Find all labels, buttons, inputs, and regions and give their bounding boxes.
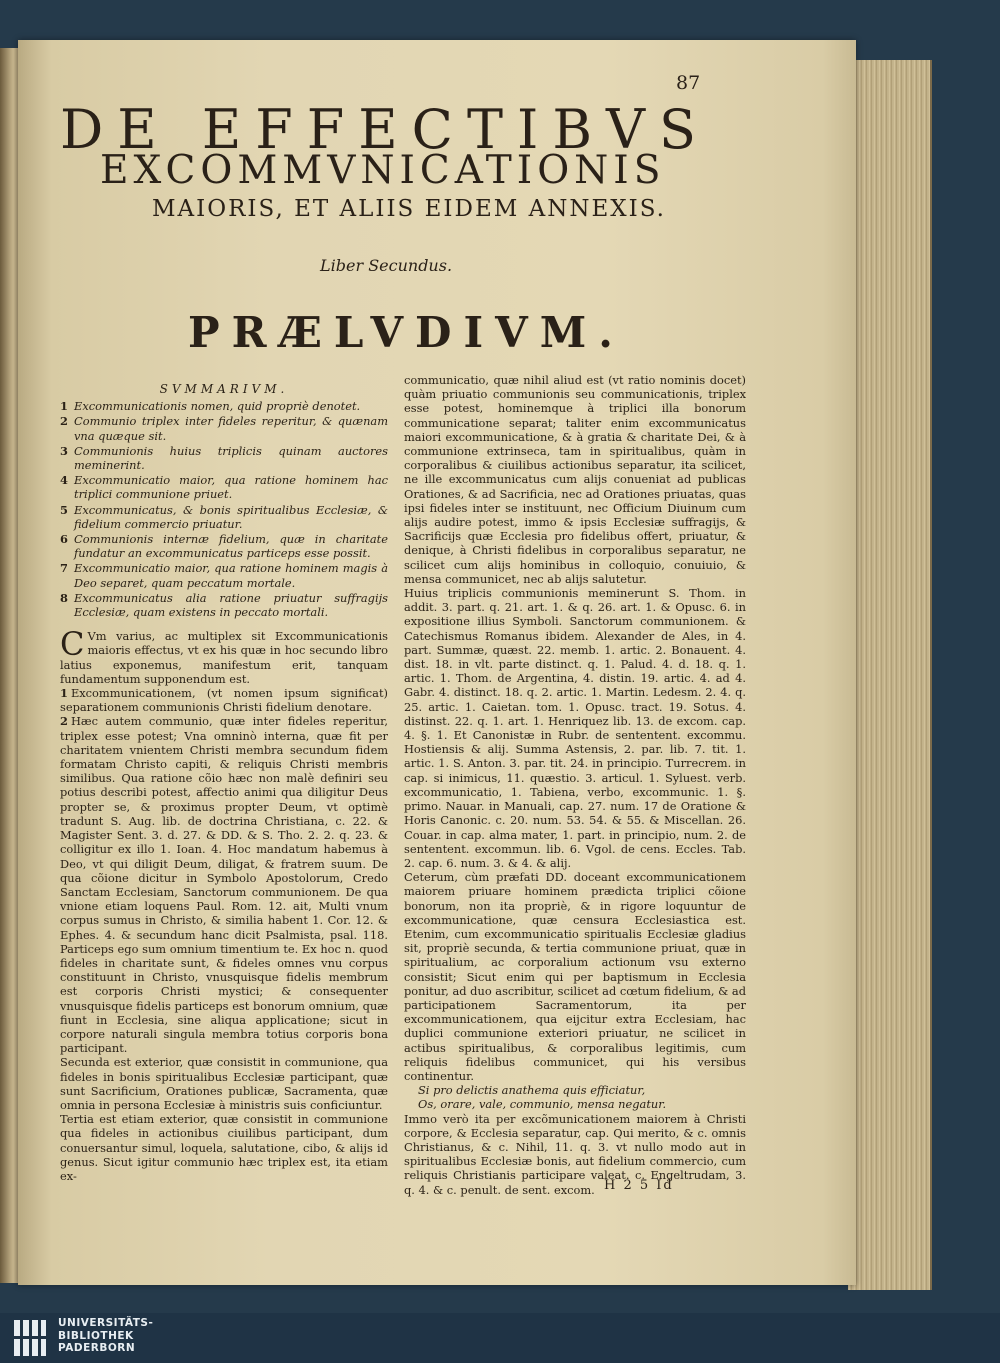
paragraph: Huius triplicis communionis meminerunt S. Thom. in addit. 3. part. q. 21. art. 1. & q. 26. art. 1. & Opusc. 6. in expositione illius Symboli. Sanctorum communionem. & Catechismus Romanus ibidem. Alexander de Ales, in 4. part. Summæ, quæst. 22. memb. 1. artic. 2. Bonauent. 4. dist. 18. in vlt. parte distinct. q. 1. Palud. 4. d. 18. q. 1. artic. 1. Thom. de Argentina, 4. distin. 19. artic. 4. ad 4. Gabr. 4. distinct. 18. q. 2. artic. 1. Martin. Ledesm. 2. 4. q. 25. artic. 1. Caietan. tom. 1. Opusc. tract. 19. Sotus. 4. distinst. 22. q. 1. art. 1. Henriquez lib. 13. de excom. cap. 4. §. 1. Et Canonistæ in Rubr. de sententent. excommu. Hostiensis & alij. Summa Astensis, 2. par. lib. 7. tit. 1. artic. 1. S. Anton. 3. par. tit. 24. in principio. Turrecrem. in cap. si inimicus, 11. quæstio. 3. articul. 1. Syluest. verb. excommunicatio, 1. Tabiena, verbo, excommunic. 1. §. primo. Nauar. in Manuali, cap. 27. num. 17 de Oratione & Horis Canonic. c. 20. num. 53. 54. & 55. & Miscellan. 26. Couar. in cap. alma mater, 1. part. in principio, num. 2. de sententent. excommun. lib. 6. Vgol. de cens. Eccles. Tab. 2. cap. 6. num. 3. & 4. & alij. (404, 586, 746, 870)
summary-heading: SVMMARIVM. (159, 382, 289, 396)
summary-item (60, 414, 388, 442)
summary-item-text: Excommunicatio maior, qua ratione hominem hac triplici communione priuet. (74, 473, 388, 502)
opening-paragraph (60, 625, 388, 686)
summary-item (60, 473, 388, 501)
summary-item (60, 591, 388, 619)
summary-item-text: Excommunicationis nomen, quid propriè denotet. (74, 399, 361, 414)
right-column (404, 373, 746, 1197)
title-line-3: MAIORIS, ET ALIIS EIDEM ANNEXIS. (152, 196, 666, 222)
verse-line: Os, orare, vale, communio, mensa negatur. (418, 1097, 667, 1112)
paragraph-text: Vm varius, ac multiplex sit Excommunicationis maioris effectus, vt ex his quæ in hoc secundo libro latius exponemus, manifestum erit, tanquam fundamentum supponendum est. (60, 629, 388, 686)
library-name-line: PADERBORN (58, 1342, 136, 1354)
summary-item-number: 1 (60, 399, 68, 414)
paragraph: Ceterum, cùm præfati DD. doceant excommunicationem maiorem priuare hominem prædicta triplici cõione bonorum, non ita propriè, & in rigore loquuntur de excommunicatione, quæ censura Ecclesiastica est. Etenim, cum excommunicatio spiritualis Ecclesiæ gladius sit, propriè secunda, & tertia communione priuat, quæ in spiritualium, ac corporalium actionum vsu externo consistit; Sicut enim qui per baptismum in Ecclesia ponitur, ad duo ascribitur, scilicet ad cœtum fidelium, & ad participationem Sacramentorum, ita per excommunicationem, qua eijcitur extra Ecclesiam, hac duplici communione exteriori priuatur, ne scilicet in actibus spiritualibus, & corporalibus legitimis, cum reliquis fidelibus communicet, qui his versibus continentur. (404, 870, 746, 1083)
library-name (58, 1317, 153, 1355)
summary-item-number: 5 (60, 502, 68, 517)
title-line-1: DE EFFECTIBVS (60, 98, 710, 161)
library-name-line: UNIVERSITÄTS- (58, 1317, 154, 1329)
paragraph: communicatio, quæ nihil aliud est (vt ratio nominis docet) quàm priuatio communionis seu communicationis, triplex esse potest, hominemque à triplici illa bonorum communicatione separat; taliter enim excommunicatus maiori excommunicatione, & à gratia & charitate Dei, & à communione extrinseca, tam in spiritualibus, quàm in corporalibus & ciuilibus actionibus separatur, ita scilicet, ne ille excommunicatus cum alijs conueniat ad publicas Orationes, & ad Sacrificia, nec ad Orationes priuatas, quas ipsi fideles inter se instituunt, nec Officium Diuinum cum alijs audire potest, immo & ipsis Ecclesiæ suffragijs, & Sacrificijs quæ Ecclesia pro fidelibus offert, priuatur, & denique, à Christi fidelibus in corporalibus separatur, ne scilicet cum alijs hominibus in colloquio, conuiuio, & mensa communicet, nec ab alijs salutetur. (404, 373, 746, 586)
summary-item-number: 7 (60, 561, 68, 576)
prelude-heading: PRÆLVDIVM. (188, 308, 625, 357)
margin-number: 1 (60, 686, 68, 701)
summary-item-number: 4 (60, 473, 68, 488)
summary-item (60, 444, 388, 472)
drop-cap: C (60, 625, 85, 664)
left-column (60, 382, 388, 1183)
summary-item (60, 561, 388, 589)
verse-line: Si pro delictis anathema quis efficiatur, (418, 1083, 646, 1098)
margin-number: 2 (60, 714, 68, 729)
summary-item (60, 532, 388, 560)
summary-item-text: Excommunicatus alia ratione priuatur suffragijs Ecclesiæ, quam existens in peccato mortali. (74, 590, 388, 620)
title-line-2: EXCOMMVNICATIONIS (100, 148, 666, 193)
paragraph-text: Hæc autem communio, quæ inter fideles reperitur, triplex esse potest; Vna omninò interna, quæ fit per charitatem vnientem Christi membra secundum fidem formatam Christo capiti, & reliquis Christi membris similibus. Qua ratione cõio hæc non malè definiri seu potius describi potest, affectio animi qua diligitur Deus propter se, & proximus propter Deum, vt optimè tradunt S. Aug. lib. de doctrina Christiana, c. 22. & Magister Sent. 3. d. 27. & DD. & S. Tho. 2. 2. q. 23. & colligitur ex illo 1. Ioan. 4. Hoc mandatum habemus à Deo, vt qui diligit Deum, diligat, & fratrem suum. De qua cõione dicitur in Symbolo Apostolorum, Credo Sanctam Ecclesiam, Sanctorum communionem. De qua vnione etiam loquens Paul. Rom. 12. ait, Multi vnum corpus sumus in Christo, & similia habent 1. Cor. 12. & Ephes. 4. & secundum hanc dicit Psalmista, psal. 118. Particeps ego sum omnium timentium te. Ex hoc n. quod fideles in charitate sunt, & fideles omnes vnu corpus constituunt in Christo, vnusquisque fidelis membrum est corporis Christi mystici; & consequenter vnusquisque fidelis particeps est bonorum omnium, quæ fiunt in Ecclesia, sine aliqua applicatione; sicut in corpore naturali singula membra totius corporis bona participant. (60, 714, 388, 1056)
book-label: Liber Secundus. (320, 256, 453, 275)
summary-item-text: Communionis huius triplicis quinam auctores meminerint. (74, 443, 388, 473)
summary-item-number: 3 (60, 443, 68, 458)
summary-item (60, 503, 388, 531)
summary-item-text: Communio triplex inter fideles reperitur, & quænam vna quæque sit. (74, 414, 388, 443)
summary-item-text: Communionis internæ fidelium, quæ in charitate fundatur an excommunicatus particeps esse possit. (74, 532, 388, 561)
summary-item-text: Excommunicatio maior, qua ratione hominem magis à Deo separet, quam peccatum mortale. (74, 561, 388, 590)
signature-mark: H 2 5 Id (604, 1178, 674, 1193)
summary-item (60, 399, 388, 413)
summary-item-number: 8 (60, 590, 68, 605)
summary-item-text: Excommunicatus, & bonis spiritualibus Ecclesiæ, & fidelium commercio priuatur. (74, 502, 388, 531)
book-fore-edge (848, 60, 932, 1290)
summary-item-number: 2 (60, 414, 68, 429)
summary-item-number: 6 (60, 532, 68, 547)
page-number: 87 (676, 72, 701, 94)
paragraph-text: Excommunicationem, (vt nomen ipsum significat) separationem communionis Christi fidelium denotare. (60, 686, 388, 715)
paragraph: Tertia est etiam exterior, quæ consistit in communione qua fideles in actionibus ciuilibus participant, dum conuersantur simul, loquela, salutatione, cibo, & alijs id genus. Sicut igitur communio hæc triplex est, ita etiam ex- (60, 1112, 388, 1183)
paragraph: Immo verò ita per excõmunicationem maiorem à Christi corpore, & Ecclesia separatur, cap. Qui merito, & c. omnis Christianus, & c. Nihil, 11. q. 3. vt nullo modo aut in spiritualibus Ecclesiæ bonis, aut fidelium commercio, cum reliquis Christianis participare valeat. c. Engeltrudam, 3. q. 4. & c. penult. de sent. excom. (404, 1111, 746, 1197)
paragraph (60, 714, 388, 1055)
paragraph (60, 686, 388, 714)
library-logo-icon (12, 1318, 48, 1358)
paragraph: Secunda est exterior, quæ consistit in communione, qua fideles in bonis spiritualibus Ecclesiæ participant, quæ sunt Sacrificium, Orationes publicæ, Sacramenta, quæ omnia in persona Ecclesiæ à ministris suis conficiuntur. (60, 1055, 388, 1112)
library-name-line: BIBLIOTHEK (58, 1329, 134, 1342)
